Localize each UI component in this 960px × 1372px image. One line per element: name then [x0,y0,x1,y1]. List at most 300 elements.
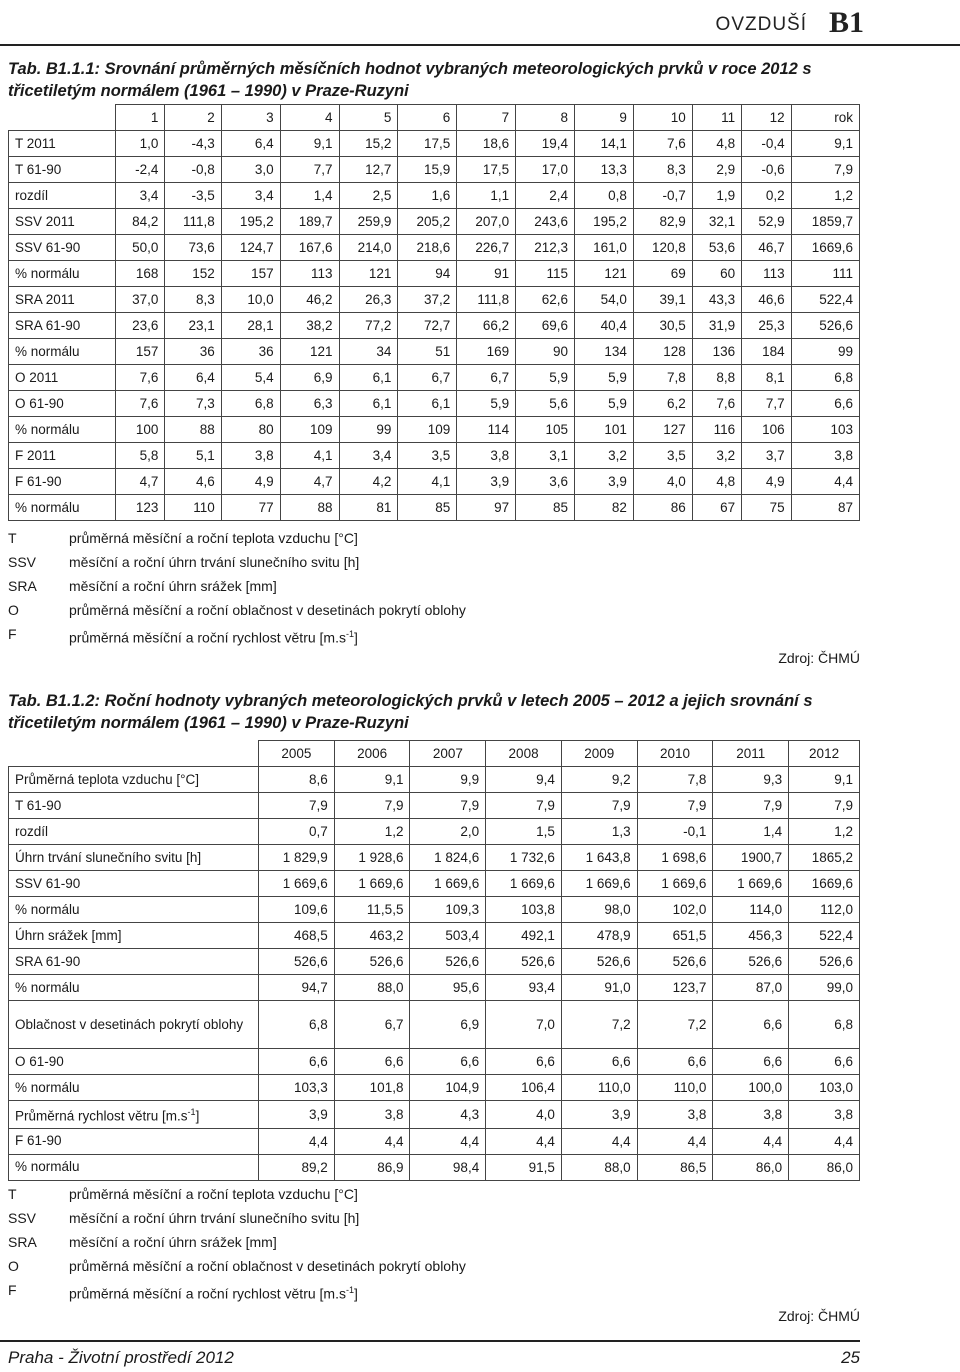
table1-cell: 4,1 [280,443,339,469]
table2-cell: 7,2 [561,1001,637,1049]
page-number: 25 [841,1348,860,1367]
table2-cell: 7,9 [334,793,410,819]
table1-row [9,287,860,313]
table2-caption [8,690,868,734]
table2-cell: 6,6 [637,1049,713,1075]
table1-cell: 25,3 [742,313,791,339]
table1-cell: 53,6 [692,235,741,261]
table2-cell: 2,0 [410,819,486,845]
table1-row [9,261,860,287]
table1-cell: 15,2 [339,131,398,157]
table1-row-label-text: F 61-90 [15,474,62,489]
table2-cell: 522,4 [789,923,860,949]
table1-cell: 6,7 [457,365,516,391]
table1-column-header: 11 [692,105,741,131]
table1-row-label-text: F 2011 [15,448,57,463]
table1-row-label-text: T 2011 [15,136,56,151]
legend1-desc [69,622,358,650]
table1-cell: -0,8 [165,157,221,183]
table2-cell: 6,6 [486,1049,562,1075]
legend1 [8,526,466,650]
table2-cell: 526,6 [637,949,713,975]
table2-cell: 4,4 [561,1128,637,1154]
table2-row-label-text: % normálu [15,1079,80,1095]
table2-cell: 1,3 [561,819,637,845]
section-code: B1 [828,6,864,39]
table1-cell: 168 [116,261,165,287]
table2-cell: 102,0 [637,897,713,923]
table2-cell: 106,4 [486,1075,562,1101]
table2-cell: 114,0 [713,897,789,923]
table1-row-label-text: O 61-90 [15,396,64,411]
table1-cell: 3,7 [742,443,791,469]
table2-cell: 1 824,6 [410,845,486,871]
table1-cell: 7,6 [116,365,165,391]
table1-cell: 69,6 [516,313,575,339]
table1-cell: 6,1 [339,391,398,417]
table2-cell: 4,4 [486,1128,562,1154]
table1-caption-text: Srovnání průměrných měsíčních hodnot vybraných meteorologických prvků v roce 2012 s třicetiletým normálem (1961 – 1990) v Praze-Ruzyni [8,60,812,100]
footer-rule [0,1340,860,1342]
table1-cell: -4,3 [165,131,221,157]
table1-column-header: 5 [339,105,398,131]
table1-cell: 121 [575,261,634,287]
table2-row-label-text: T 61-90 [15,797,62,813]
table2-cell: 478,9 [561,923,637,949]
table1-cell: 7,8 [633,365,692,391]
table1-cell: 3,5 [633,443,692,469]
table1-cell: 136 [692,339,741,365]
table1-cell: 167,6 [280,235,339,261]
table1-cell: 4,9 [742,469,791,495]
legend2-item [8,1254,466,1278]
table1-cell: 6,8 [791,365,859,391]
table1-row-label-text: SSV 61-90 [15,240,81,255]
table1-cell: 5,8 [116,443,165,469]
table1-cell: 109 [280,417,339,443]
table2-cell: 4,4 [637,1128,713,1154]
table2-row [9,1101,860,1129]
table1-row [9,469,860,495]
legend1-desc [69,526,358,550]
table1-row-label [9,157,116,183]
table2-caption-id: Tab. B1.1.2: [8,692,100,710]
legend1-desc-sup: -1 [345,629,354,639]
table1-cell: 7,7 [742,391,791,417]
table2-cell: 1865,2 [789,845,860,871]
table2-cell: 112,0 [789,897,860,923]
table1-cell: 46,7 [742,235,791,261]
table1-cell: 12,7 [339,157,398,183]
table2-row [9,1001,860,1049]
table2-row [9,793,860,819]
table2-cell: 4,4 [334,1128,410,1154]
table1-cell: 1,2 [791,183,859,209]
table2-row-label [9,1128,259,1154]
table2-cell: 98,4 [410,1154,486,1180]
table1-cell: 161,0 [575,235,634,261]
table1-cell: 0,2 [742,183,791,209]
table1-row [9,131,860,157]
table1-cell: 1,1 [457,183,516,209]
table1-cell: -3,5 [165,183,221,209]
table1-cell: 103 [791,417,859,443]
table2-row-label [9,923,259,949]
table1-cell: 39,1 [633,287,692,313]
legend2-desc-sup: -1 [345,1285,354,1295]
table1-cell: 110 [165,495,221,521]
table1-cell: 52,9 [742,209,791,235]
table2-cell: 9,3 [713,767,789,793]
table2-cell: 3,8 [334,1101,410,1129]
table1-row-label [9,287,116,313]
table1-row-label [9,365,116,391]
table1-row-label [9,443,116,469]
table1-row-label-text: SRA 61-90 [15,318,81,333]
legend2-item [8,1230,466,1254]
table2-row-label-text: Úhrn trvání slunečního svitu [h] [15,849,202,865]
table1-cell: 69 [633,261,692,287]
table2-cell: 87,0 [713,975,789,1001]
table1-cell: 4,2 [339,469,398,495]
legend1-abbr: SRA [8,578,37,594]
legend2-abbr: F [8,1282,17,1298]
table1-cell: 109 [398,417,457,443]
table2-cell: 95,6 [410,975,486,1001]
table1-cell: 189,7 [280,209,339,235]
table1-cell: 6,2 [633,391,692,417]
table2-cell: 93,4 [486,975,562,1001]
table1-cell: 169 [457,339,516,365]
table1-column-header: 9 [575,105,634,131]
table2-row-label-text: O 61-90 [15,1053,64,1069]
table2-row-label [9,1101,259,1129]
table2-row [9,1128,860,1154]
table1-cell: 111 [791,261,859,287]
table2-cell: 86,9 [334,1154,410,1180]
table2-cell: 4,0 [486,1101,562,1129]
table1-cell: 1669,6 [791,235,859,261]
table1-cell: -2,4 [116,157,165,183]
table2-row [9,1049,860,1075]
table2-cell: 526,6 [486,949,562,975]
table2-column-header: 2012 [789,741,860,767]
legend1-abbr: T [8,530,17,546]
table1-cell: 6,4 [221,131,280,157]
table2-cell: 100,0 [713,1075,789,1101]
table1-cell: 2,4 [516,183,575,209]
source2: Zdroj: ČHMÚ [778,1308,860,1324]
table1-cell: 9,1 [280,131,339,157]
table2-cell: 1 732,6 [486,845,562,871]
table2-column-header: 2011 [713,741,789,767]
table1-cell: 4,4 [791,469,859,495]
table1-cell: 5,6 [516,391,575,417]
table1-cell: 85 [398,495,457,521]
table1-cell: 7,6 [116,391,165,417]
table2-row-label [9,767,259,793]
legend1-item [8,598,466,622]
table1-cell: 6,7 [398,365,457,391]
legend2-abbr: O [8,1258,19,1274]
table2-cell: 1 669,6 [486,871,562,897]
table2-cell: 6,6 [561,1049,637,1075]
table1-cell: 6,3 [280,391,339,417]
table2-cell: 6,8 [789,1001,860,1049]
table1-cell: 2,5 [339,183,398,209]
legend2-desc-text: průměrná měsíční a roční teplota vzduchu [°C] [69,1186,358,1202]
table1-cell: 97 [457,495,516,521]
table2-cell: 1900,7 [713,845,789,871]
table1-row-label [9,417,116,443]
table1-cell: -0,6 [742,157,791,183]
legend2-desc [69,1278,358,1306]
table1-cell: 3,4 [116,183,165,209]
table2-cell: 1,4 [713,819,789,845]
legend2-desc [69,1206,359,1230]
table2-cell: 4,4 [410,1128,486,1154]
table1-cell: 121 [339,261,398,287]
table1-cell: 7,3 [165,391,221,417]
table2-cell: 3,8 [713,1101,789,1129]
table1-column-header: 8 [516,105,575,131]
table2-cell: 1 669,6 [637,871,713,897]
table2-cell: 526,6 [259,949,335,975]
table1-cell: 43,3 [692,287,741,313]
table2-cell: 8,6 [259,767,335,793]
table2-cell: 3,8 [789,1101,860,1129]
table1-cell: 3,9 [575,469,634,495]
table2-cell: 0,7 [259,819,335,845]
table1-cell: 38,2 [280,313,339,339]
table2-row-label [9,975,259,1001]
table1-cell: 116 [692,417,741,443]
table1-cell: 99 [339,417,398,443]
table2-cell: 109,6 [259,897,335,923]
table1-cell: 127 [633,417,692,443]
table2-row [9,871,860,897]
table2-cell: 7,8 [637,767,713,793]
table1-row [9,209,860,235]
table2-cell: 1 928,6 [334,845,410,871]
table2-cell: 651,5 [637,923,713,949]
table2-row-label-text: SSV 61-90 [15,875,81,891]
table2-column-header: 2005 [259,741,335,767]
table1-cell: 3,2 [692,443,741,469]
table1-row-label [9,261,116,287]
table1-row-label-text: SSV 2011 [15,214,75,229]
table2-column-header: 2009 [561,741,637,767]
legend2-abbr: SRA [8,1234,37,1250]
legend2-item [8,1182,466,1206]
table1-row [9,313,860,339]
table2-cell: 1,5 [486,819,562,845]
table1-cell: 105 [516,417,575,443]
table1-cell: 4,7 [280,469,339,495]
table1-cell: 526,6 [791,313,859,339]
table1-cell: 23,6 [116,313,165,339]
table2-cell: 1669,6 [789,871,860,897]
table1-cell: 120,8 [633,235,692,261]
table1-cell: 5,4 [221,365,280,391]
table1-cell: 80 [221,417,280,443]
table1-cell: 6,4 [165,365,221,391]
table2-row-label-after: ] [195,1108,200,1124]
table2-column-header: 2006 [334,741,410,767]
header-rule [0,44,960,46]
table2-cell: 4,4 [789,1128,860,1154]
table1-cell: 6,9 [280,365,339,391]
table1-cell: 205,2 [398,209,457,235]
table1-cell: 5,1 [165,443,221,469]
table1-cell: 124,7 [221,235,280,261]
table1-column-header: 1 [116,105,165,131]
table2-row-label [9,1075,259,1101]
table1-row-label-text: rozdíl [15,188,49,203]
legend1-abbr: F [8,626,17,642]
table1-cell: 8,8 [692,365,741,391]
table1-row [9,235,860,261]
table1-cell: 19,4 [516,131,575,157]
table2-cell: 526,6 [410,949,486,975]
table1-row [9,417,860,443]
table2-cell: 7,9 [259,793,335,819]
table2-cell: 468,5 [259,923,335,949]
table1-cell: 73,6 [165,235,221,261]
table1-caption [8,58,868,102]
table1-cell: 218,6 [398,235,457,261]
table1-cell: 72,7 [398,313,457,339]
table1-cell: 87 [791,495,859,521]
table2-cell: 4,4 [713,1128,789,1154]
table2-cell: 110,0 [561,1075,637,1101]
table1-cell: 3,8 [221,443,280,469]
table2-cell: 1,2 [789,819,860,845]
table2-row-label-text: % normálu [15,901,80,917]
page-header [0,0,960,48]
table1-column-header: 7 [457,105,516,131]
table2-cell: 104,9 [410,1075,486,1101]
table1-column-header: 2 [165,105,221,131]
table2-cell: 98,0 [561,897,637,923]
table2-row-label [9,819,259,845]
table1-cell: 1,4 [280,183,339,209]
legend2-desc-text: měsíční a roční úhrn srážek [mm] [69,1234,277,1250]
table2-cell: 110,0 [637,1075,713,1101]
table2-row-label [9,871,259,897]
table2-cell: 1 829,9 [259,845,335,871]
section-label: OVZDUŠÍ [715,14,807,35]
source1: Zdroj: ČHMÚ [778,650,860,666]
table2-row [9,819,860,845]
table1-cell: 81 [339,495,398,521]
table1-cell: 28,1 [221,313,280,339]
table1-cell: 85 [516,495,575,521]
table2-cell: 103,3 [259,1075,335,1101]
table1-cell: 3,4 [221,183,280,209]
table1-row-label [9,391,116,417]
table1-cell: 3,1 [516,443,575,469]
table2-cell: 91,5 [486,1154,562,1180]
table1-cell: 7,6 [633,131,692,157]
table1-cell: 7,7 [280,157,339,183]
table2-cell: 11,5,5 [334,897,410,923]
table1-cell: 37,0 [116,287,165,313]
table1-cell: 77 [221,495,280,521]
table2-cell: 6,6 [259,1049,335,1075]
legend1-desc-text: měsíční a roční úhrn trvání slunečního svitu [h] [69,554,360,570]
table2-row-label [9,845,259,871]
table2-cell: 123,7 [637,975,713,1001]
table2-row-label-text: % normálu [15,979,80,995]
table1-cell: 15,9 [398,157,457,183]
table1-cell: 5,9 [457,391,516,417]
table1-cell: 37,2 [398,287,457,313]
table2-caption-text: Roční hodnoty vybraných meteorologických prvků v letech 2005 – 2012 a jejich srovnání s třicetiletým normálem (1961 – 1990) v Praze-Ruzyni [8,692,813,732]
table1-cell: 5,9 [575,365,634,391]
table2-cell: 463,2 [334,923,410,949]
table2-cell: 6,6 [789,1049,860,1075]
table1-cell: 4,8 [692,131,741,157]
table1-cell: 40,4 [575,313,634,339]
table1-cell: 88 [165,417,221,443]
table1-column-header: 6 [398,105,457,131]
table1-cell: 4,6 [165,469,221,495]
table2-cell: 6,9 [410,1001,486,1049]
table1-cell: 3,5 [398,443,457,469]
table1-row-label [9,131,116,157]
table1-cell: 90 [516,339,575,365]
table2-cell: 101,8 [334,1075,410,1101]
table2-row [9,923,860,949]
table2-cell: 88,0 [334,975,410,1001]
legend1-item [8,622,466,650]
table1-row-label-text: O 2011 [15,370,59,385]
table2-cell: 7,9 [486,793,562,819]
table1-cell: 17,5 [457,157,516,183]
table2-cell: -0,1 [637,819,713,845]
legend1-desc [69,574,277,598]
table2-cell: 7,9 [789,793,860,819]
table1-row-label [9,313,116,339]
table1-cell: 17,0 [516,157,575,183]
table2-corner [9,741,259,767]
legend1-item [8,574,466,598]
legend1-item [8,550,466,574]
table2-cell: 89,2 [259,1154,335,1180]
table1-cell: 111,8 [165,209,221,235]
table2-row [9,845,860,871]
table1-row-label [9,469,116,495]
table2-row-label [9,1001,259,1049]
legend1-desc [69,598,466,622]
table1-cell: 8,1 [742,365,791,391]
legend1-abbr: O [8,602,19,618]
table1-header-row [9,105,860,131]
table1-cell: 113 [280,261,339,287]
table2-row-label-text: rozdíl [15,823,49,839]
table1-row [9,183,860,209]
table2-cell: 103,8 [486,897,562,923]
table2-row [9,1154,860,1180]
table1-row-label [9,495,116,521]
table2-row [9,767,860,793]
table1-cell: 1,9 [692,183,741,209]
table1-cell: 34 [339,339,398,365]
table1-cell: 195,2 [575,209,634,235]
table1-cell: 18,6 [457,131,516,157]
table1-cell: 5,9 [516,365,575,391]
